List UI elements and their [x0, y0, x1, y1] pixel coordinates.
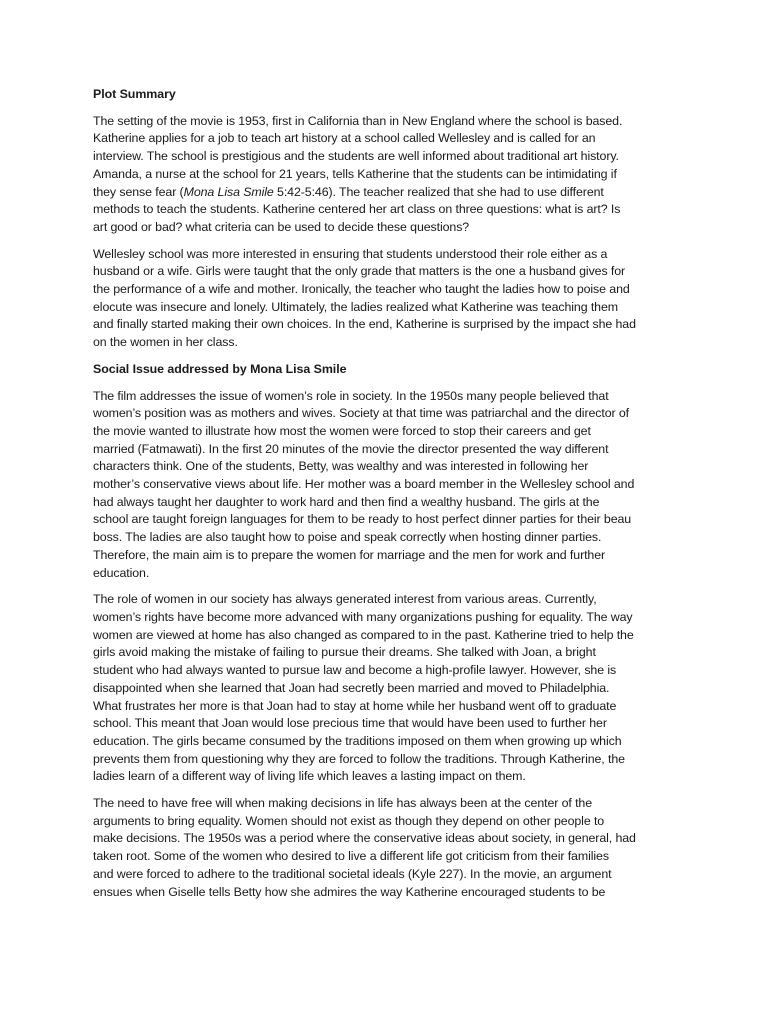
- text-line: on the women in her class.: [93, 335, 238, 350]
- text-line: and finally started making their own choices. In the end, Katherine is surprised by the impact she had: [93, 317, 636, 332]
- text-line: education.: [93, 565, 150, 580]
- text-line: husband or a wife. Girls were taught that the only grade that matters is the one a husband gives for: [93, 264, 626, 279]
- text-line: ladies learn of a different way of living life which leaves a lasting impact on them.: [93, 769, 526, 784]
- paragraph-plot-2: [93, 246, 676, 352]
- text-line: taken root. Some of the women who desired to live a different life got criticism from their families: [93, 849, 609, 864]
- text-line: school are taught foreign languages for them to be ready to host perfect dinner parties for their beau: [93, 512, 632, 527]
- text-line: school. This meant that Joan would lose precious time that would have been used to further her: [93, 716, 607, 731]
- paragraph-social-3: [93, 795, 676, 901]
- paragraph-social-1: [93, 388, 676, 583]
- text-line: interview. The school is prestigious and the students are well informed about traditional art history.: [93, 149, 619, 164]
- section-heading-social-issue: Social Issue addressed by Mona Lisa Smile: [93, 361, 347, 376]
- citation-suffix: 5:42-5:46). The teacher realized that she had to use different: [273, 184, 604, 199]
- text-line: education. The girls became consumed by the traditions imposed on them when growing up which: [93, 733, 622, 748]
- text-line: prevents them from questioning why they are forced to follow the traditions. Through Katherine, the: [93, 751, 625, 766]
- text-line: women’s position was as mothers and wives. Society at that time was patriarchal and the director of: [93, 406, 630, 421]
- citation-prefix: they sense fear (: [93, 184, 184, 199]
- text-line: The setting of the movie is 1953, first in California than in New England where the school is based.: [93, 113, 623, 128]
- text-line: elocute was insecure and lonely. Ultimately, the ladies realized what Katherine was teaching them: [93, 299, 618, 314]
- text-line: women are viewed at home has also changed as compared to in the past. Katherine tried to help the: [93, 627, 634, 642]
- text-line: student who had always wanted to pursue law and become a high-profile lawyer. However, she is: [93, 663, 617, 678]
- text-line: methods to teach the students. Katherine centered her art class on three questions: what is art? Is: [93, 202, 621, 217]
- text-line: ensues when Giselle tells Betty how she admires the way Katherine encouraged students to be: [93, 884, 606, 899]
- text-line: Therefore, the main aim is to prepare the women for marriage and the men for work and further: [93, 547, 606, 562]
- text-line: The need to have free will when making decisions in life has always been at the center of the: [93, 796, 593, 811]
- text-line: art good or bad? what criteria can be used to decide these questions?: [93, 219, 470, 234]
- text-line: Amanda, a nurse at the school for 21 years, tells Katherine that the students can be intimidating if: [93, 166, 617, 181]
- text-line: disappointed when she learned that Joan had secretly been married and moved to Philadelphia.: [93, 680, 610, 695]
- text-line-with-citation: [93, 184, 676, 202]
- text-line: boss. The ladies are also taught how to poise and speak correctly when hosting dinner parties.: [93, 530, 602, 545]
- text-line: characters think. One of the students, Betty, was wealthy and was interested in following her: [93, 459, 589, 474]
- text-line: mother’s conservative views about life. Her mother was a board member in the Wellesley school and: [93, 477, 635, 492]
- text-line: make decisions. The 1950s was a period where the conservative ideas about society, in general, had: [93, 831, 636, 846]
- text-line: the performance of a wife and mother. Ironically, the teacher who taught the ladies how to poise and: [93, 282, 630, 297]
- paragraph-plot-1: [93, 113, 676, 237]
- text-line: girls avoid making the mistake of failing to pursue their dreams. She talked with Joan, a bright: [93, 645, 596, 660]
- text-line: Katherine applies for a job to teach art history at a school called Wellesley and is called for an: [93, 131, 596, 146]
- text-line: arguments to bring equality. Women should not exist as though they depend on other people to: [93, 813, 605, 828]
- text-line: women’s rights have become more advanced with many organizations pushing for equality. The way: [93, 609, 633, 624]
- text-line: What frustrates her more is that Joan had to stay at home while her husband went off to graduate: [93, 698, 617, 713]
- document-page: [93, 86, 676, 910]
- text-line: the movie wanted to illustrate how most the women were forced to stop their careers and get: [93, 423, 591, 438]
- text-line: The film addresses the issue of women’s role in society. In the 1950s many people believed that: [93, 388, 609, 403]
- text-line: and were forced to adhere to the traditional societal ideals (Kyle 227). In the movie, an argument: [93, 866, 612, 881]
- section-heading-plot-summary: Plot Summary: [93, 87, 176, 101]
- text-line: The role of women in our society has always generated interest from various areas. Currently,: [93, 592, 597, 607]
- movie-title-italic: Mona Lisa Smile: [183, 184, 274, 199]
- text-line: married (Fatmawati). In the first 20 minutes of the movie the director presented the way different: [93, 441, 609, 456]
- text-line: Wellesley school was more interested in ensuring that students understood their role either as a: [93, 246, 608, 261]
- text-line: had always taught her daughter to work hard and then find a wealthy husband. The girls at the: [93, 494, 600, 509]
- paragraph-social-2: [93, 591, 676, 786]
